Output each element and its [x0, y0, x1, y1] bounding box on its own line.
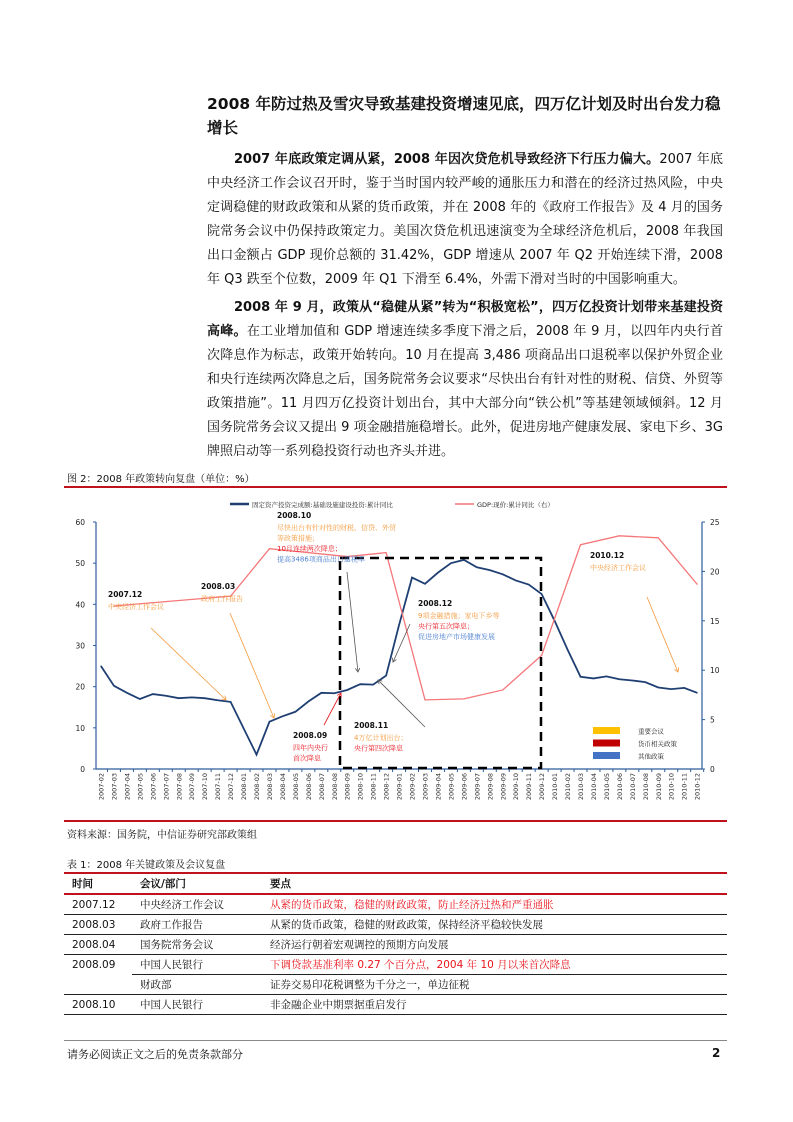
x-tick-label: 2007-07 — [162, 773, 171, 801]
cell-point: 非金融企业中期票据重启发行 — [262, 995, 727, 1015]
infra-point — [398, 624, 399, 625]
right-tick-label: 15 — [710, 616, 720, 626]
infra-point — [308, 701, 309, 702]
arrow-2008-11 — [378, 680, 425, 727]
x-tick-label: 2007-04 — [123, 773, 132, 801]
infra-point — [515, 580, 516, 581]
arrow-2008-10 — [347, 572, 358, 672]
infra-point — [386, 675, 387, 676]
infra-point — [191, 697, 192, 698]
annotation-text: 政府工作报告 — [201, 595, 243, 603]
x-tick-label: 2010-07 — [628, 773, 637, 801]
x-tick-label: 2010-01 — [551, 773, 560, 801]
x-tick-label: 2007-08 — [175, 773, 184, 801]
cell-dept: 政府工作报告 — [132, 915, 262, 935]
category-label: 重要会议 — [638, 727, 664, 736]
infra-point — [697, 692, 698, 693]
infra-point — [619, 679, 620, 680]
section-heading: 2008 年防过热及雪灾导致基建投资增速见底，四万亿计划及时出台发力稳增长 — [207, 95, 721, 137]
infra-point — [541, 593, 542, 594]
annotation-text: 中央经济工作会议 — [590, 564, 646, 572]
infra-point — [256, 754, 257, 755]
x-tick-label: 2009-08 — [486, 773, 495, 801]
annotation-text: 4万亿计划出台； — [354, 734, 408, 742]
infra-point — [411, 577, 412, 578]
figure-title: 图 2：2008 年政策转向复盘（单位：%） — [67, 474, 255, 485]
x-tick-label: 2007-09 — [188, 773, 197, 801]
arrow-2008-03 — [230, 613, 274, 718]
table-row — [64, 935, 727, 955]
annotation-date: 2007.12 — [108, 590, 143, 599]
cell-time — [64, 975, 132, 995]
paragraph-2 — [207, 296, 723, 464]
legend-label-infra: 固定资产投资完成额:基础设施建设投资:累计同比 — [252, 501, 393, 509]
annotation-text: 中央经济工作会议 — [108, 603, 164, 611]
gdp-point — [424, 699, 425, 700]
infra-point — [424, 583, 425, 584]
cell-point: 证券交易印花税调整为千分之一，单边征税 — [262, 975, 727, 995]
header-dept: 会议/部门 — [132, 873, 262, 894]
x-tick-label: 2010-12 — [693, 773, 702, 801]
left-tick-label: 20 — [75, 682, 85, 692]
annotation-date: 2008.09 — [293, 731, 328, 740]
annotation-date: 2008.03 — [201, 582, 236, 591]
category-label: 其他政策 — [638, 752, 664, 761]
gdp-point — [386, 552, 387, 553]
infra-point — [204, 698, 205, 699]
gdp-point — [541, 655, 542, 656]
gdp-point — [580, 544, 581, 545]
header-point: 要点 — [262, 873, 727, 894]
annotation-text: 等政策措施； — [277, 534, 319, 543]
infra-point — [373, 684, 374, 685]
x-tick-label: 2010-02 — [564, 773, 573, 801]
legend-label-gdp: GDP:现价:累计同比（右） — [477, 501, 554, 509]
table-row — [64, 975, 727, 995]
infra-point — [450, 563, 451, 564]
infra-point — [178, 698, 179, 699]
infra-point — [126, 692, 127, 693]
x-tick-label: 2009-06 — [460, 773, 469, 801]
cell-time: 2008.03 — [64, 915, 132, 935]
x-tick-label: 2010-11 — [680, 773, 689, 801]
gdp-point — [463, 698, 464, 699]
cell-dept: 中央经济工作会议 — [132, 894, 262, 915]
cell-time: 2008.09 — [72, 958, 116, 971]
x-tick-label: 2009-10 — [512, 773, 521, 801]
annotation-text: 四年内央行 — [293, 744, 328, 752]
x-tick-label: 2009-05 — [447, 773, 456, 801]
right-tick-label: 25 — [710, 518, 720, 527]
x-tick-label: 2007-11 — [214, 773, 223, 801]
x-tick-label: 2009-02 — [408, 773, 417, 801]
page-number: 2 — [712, 1046, 721, 1060]
infra-point — [632, 680, 633, 681]
table-row — [64, 995, 727, 1015]
x-tick-label: 2009-04 — [434, 773, 443, 801]
footer-divider — [64, 1040, 727, 1041]
infra-point — [217, 700, 218, 701]
x-tick-label: 2009-09 — [499, 773, 508, 801]
x-tick-label: 2008-04 — [278, 773, 287, 801]
infra-point — [269, 721, 270, 722]
table-row — [64, 915, 727, 935]
gdp-point — [697, 584, 698, 585]
table-row — [64, 894, 727, 915]
paragraph-body: 在工业增加值和 GDP 增速连续多季度下滑之后，2008 年 9 月，以四年内央行首次降息作为标志，政策开始转向。10 月在提高 3,486 项商品出口退税率以保护外贸企业和央行连续两次降息之后，国务院常务会议要求“尽快出台有针对性的财税、信贷、外贸等政策措施”。11 月四万亿投资计划出台，其中大部分向“铁公机”等基建领域倾斜。12 月国务院常务会议又提出 9 项金融措施稳增长。此外，促进房地产健康发展、家电下乡、3G 牌照启动等一系列稳投资行动也齐头并进。 — [207, 324, 723, 459]
x-tick-label: 2010-09 — [654, 773, 663, 801]
x-tick-label: 2010-04 — [589, 773, 598, 801]
category-swatch — [593, 727, 620, 734]
footer-disclaimer: 请务必阅读正文之后的免责条款部分 — [67, 1048, 243, 1061]
x-tick-label: 2007-05 — [136, 773, 145, 801]
infra-point — [347, 689, 348, 690]
infra-point — [295, 711, 296, 712]
x-tick-label: 2009-01 — [395, 773, 404, 801]
x-tick-label: 2009-07 — [473, 773, 482, 801]
annotation-text: 央行第四次降息 — [354, 744, 403, 753]
infra-point — [606, 676, 607, 677]
gdp-point — [269, 548, 270, 549]
cell-dept: 中国人民银行 — [132, 995, 262, 1015]
annotation-date: 2008.11 — [354, 721, 389, 730]
arrow-2008-12 — [393, 624, 410, 662]
x-tick-label: 2008-07 — [317, 773, 326, 801]
source-note: 资料来源：国务院，中信证券研究部政策组 — [67, 830, 257, 841]
infra-point — [671, 689, 672, 690]
header-time: 时间 — [64, 873, 132, 894]
x-tick-label: 2008-03 — [265, 773, 274, 801]
left-tick-label: 50 — [75, 559, 85, 569]
divider — [64, 820, 727, 822]
x-tick-label: 2008-11 — [369, 773, 378, 801]
x-tick-label: 2010-10 — [667, 773, 676, 801]
annotation-text: 尽快出台有针对性的财税、信贷、外贸 — [277, 524, 396, 532]
x-tick-label: 2007-02 — [97, 773, 106, 801]
arrow-2010-12 — [647, 597, 678, 672]
cell-dept: 财政部 — [132, 975, 262, 995]
right-tick-label: 10 — [710, 666, 720, 676]
infra-point — [113, 685, 114, 686]
table-title: 表 1：2008 年关键政策及会议复盘 — [67, 860, 226, 871]
x-tick-label: 2008-08 — [330, 773, 339, 801]
infra-point — [567, 649, 568, 650]
annotation-text: 央行第五次降息； — [418, 622, 474, 631]
paragraph-lead: 2008 年 9 月，政策从“稳健从紧”转为“积极宽松”，四万亿投资计划带来基建投资高峰。 — [207, 300, 723, 339]
x-tick-label: 2008-05 — [291, 773, 300, 801]
x-tick-label: 2008-01 — [240, 773, 249, 801]
infra-point — [100, 665, 101, 666]
gdp-point — [658, 537, 659, 538]
infra-point — [580, 676, 581, 677]
x-tick-label: 2008-12 — [382, 773, 391, 801]
annotation-text: 首次降息 — [293, 754, 321, 763]
category-swatch — [593, 752, 620, 759]
infra-point — [489, 570, 490, 571]
infra-point — [502, 574, 503, 575]
x-tick-label: 2009-12 — [538, 773, 547, 801]
paragraph-1 — [207, 148, 723, 292]
cell-point: 从紧的货币政策，稳健的财政政策，保持经济平稳较快发展 — [262, 915, 727, 935]
x-tick-label: 2010-06 — [615, 773, 624, 801]
cell-time: 2008.10 — [64, 995, 132, 1015]
left-tick-label: 0 — [80, 765, 85, 774]
x-tick-label: 2010-05 — [602, 773, 611, 801]
annotation-date: 2008.10 — [277, 511, 312, 520]
gdp-point — [502, 689, 503, 690]
x-tick-label: 2008-09 — [343, 773, 352, 801]
infra-point — [593, 678, 594, 679]
annotation-text: 10月连续两次降息； — [277, 545, 342, 553]
gdp-point — [619, 535, 620, 536]
category-swatch — [593, 740, 620, 747]
infra-investment-line — [101, 560, 697, 755]
cell-dept: 国务院常务会议 — [132, 935, 262, 955]
gdp-line — [114, 536, 697, 700]
x-tick-label: 2008-10 — [356, 773, 365, 801]
paragraph-lead: 2007 年底政策定调从紧，2008 年因次贷危机导致经济下行压力偏大。 — [234, 152, 660, 167]
right-tick-label: 20 — [710, 567, 720, 577]
x-tick-label: 2007-12 — [227, 773, 236, 801]
infra-point — [528, 584, 529, 585]
table-row — [64, 955, 727, 975]
cell-dept: 中国人民银行 — [132, 955, 262, 975]
infra-point — [282, 716, 283, 717]
infra-point — [152, 693, 153, 694]
infra-point — [334, 693, 335, 694]
annotation-text: 促进房地产市场健康发展 — [418, 633, 495, 641]
annotation-date: 2010.12 — [590, 551, 625, 560]
infra-point — [437, 572, 438, 573]
cell-time: 2007.12 — [64, 894, 132, 915]
x-tick-label: 2008-02 — [253, 773, 262, 801]
x-tick-label: 2009-03 — [421, 773, 430, 801]
cell-point: 下调贷款基准利率 0.27 个百分点，2004 年 10 月以来首次降息 — [262, 955, 727, 975]
left-tick-label: 10 — [75, 723, 85, 733]
policy-chart — [0, 488, 793, 818]
left-tick-label: 40 — [75, 600, 85, 610]
annotation-text: 9项金融措施；家电下乡等 — [418, 612, 500, 620]
paragraph-body: 2007 年底中央经济工作会议召开时，鉴于当时国内较严峻的通胀压力和潜在的经济过热风险，中央定调稳健的财政政策和从紧的货币政策，并在 2008 年的《政府工作报告》及 4 月的国务院常务会议中仍保持政策定力。美国次贷危机迅速演变为全球经济危机后，2008 年我国出口金额占 GDP 现价总额的 31.42%，GDP 增速从 2007 年 Q2 开始连续下滑，2008 年 Q3 跌至个位数，2009 年 Q1 下滑至 6.4%，外需下滑对当时的中国影响重大。 — [207, 152, 723, 287]
infra-point — [684, 687, 685, 688]
left-tick-label: 60 — [75, 518, 85, 527]
arrow-2008-09 — [324, 693, 341, 725]
x-tick-label: 2007-06 — [149, 773, 158, 801]
cell-time: 2008.04 — [64, 935, 132, 955]
infra-point — [165, 695, 166, 696]
x-tick-label: 2008-06 — [304, 773, 313, 801]
infra-point — [476, 567, 477, 568]
right-tick-label: 5 — [710, 715, 715, 725]
cell-point: 从紧的货币政策，稳健的财政政策，防止经济过热和严重通胀 — [262, 894, 727, 915]
left-tick-label: 30 — [75, 641, 85, 651]
x-tick-label: 2010-03 — [577, 773, 586, 801]
x-tick-label: 2007-10 — [201, 773, 210, 801]
infra-point — [360, 684, 361, 685]
infra-point — [463, 559, 464, 560]
right-tick-label: 0 — [710, 765, 715, 774]
infra-point — [230, 701, 231, 702]
policy-table — [64, 872, 727, 1015]
infra-point — [139, 698, 140, 699]
infra-point — [645, 682, 646, 683]
infra-point — [658, 687, 659, 688]
x-tick-label: 2009-11 — [525, 773, 534, 801]
x-tick-label: 2010-08 — [641, 773, 650, 801]
cell-point: 经济运行朝着宏观调控的预期方向发展 — [262, 935, 727, 955]
infra-point — [321, 692, 322, 693]
annotation-date: 2008.12 — [418, 599, 453, 608]
annotation-text: 提高3486项商品出口退税率 — [277, 555, 365, 564]
category-label: 货币相关政策 — [638, 740, 677, 748]
x-tick-label: 2007-03 — [110, 773, 119, 801]
arrow-2007-12 — [151, 628, 226, 700]
